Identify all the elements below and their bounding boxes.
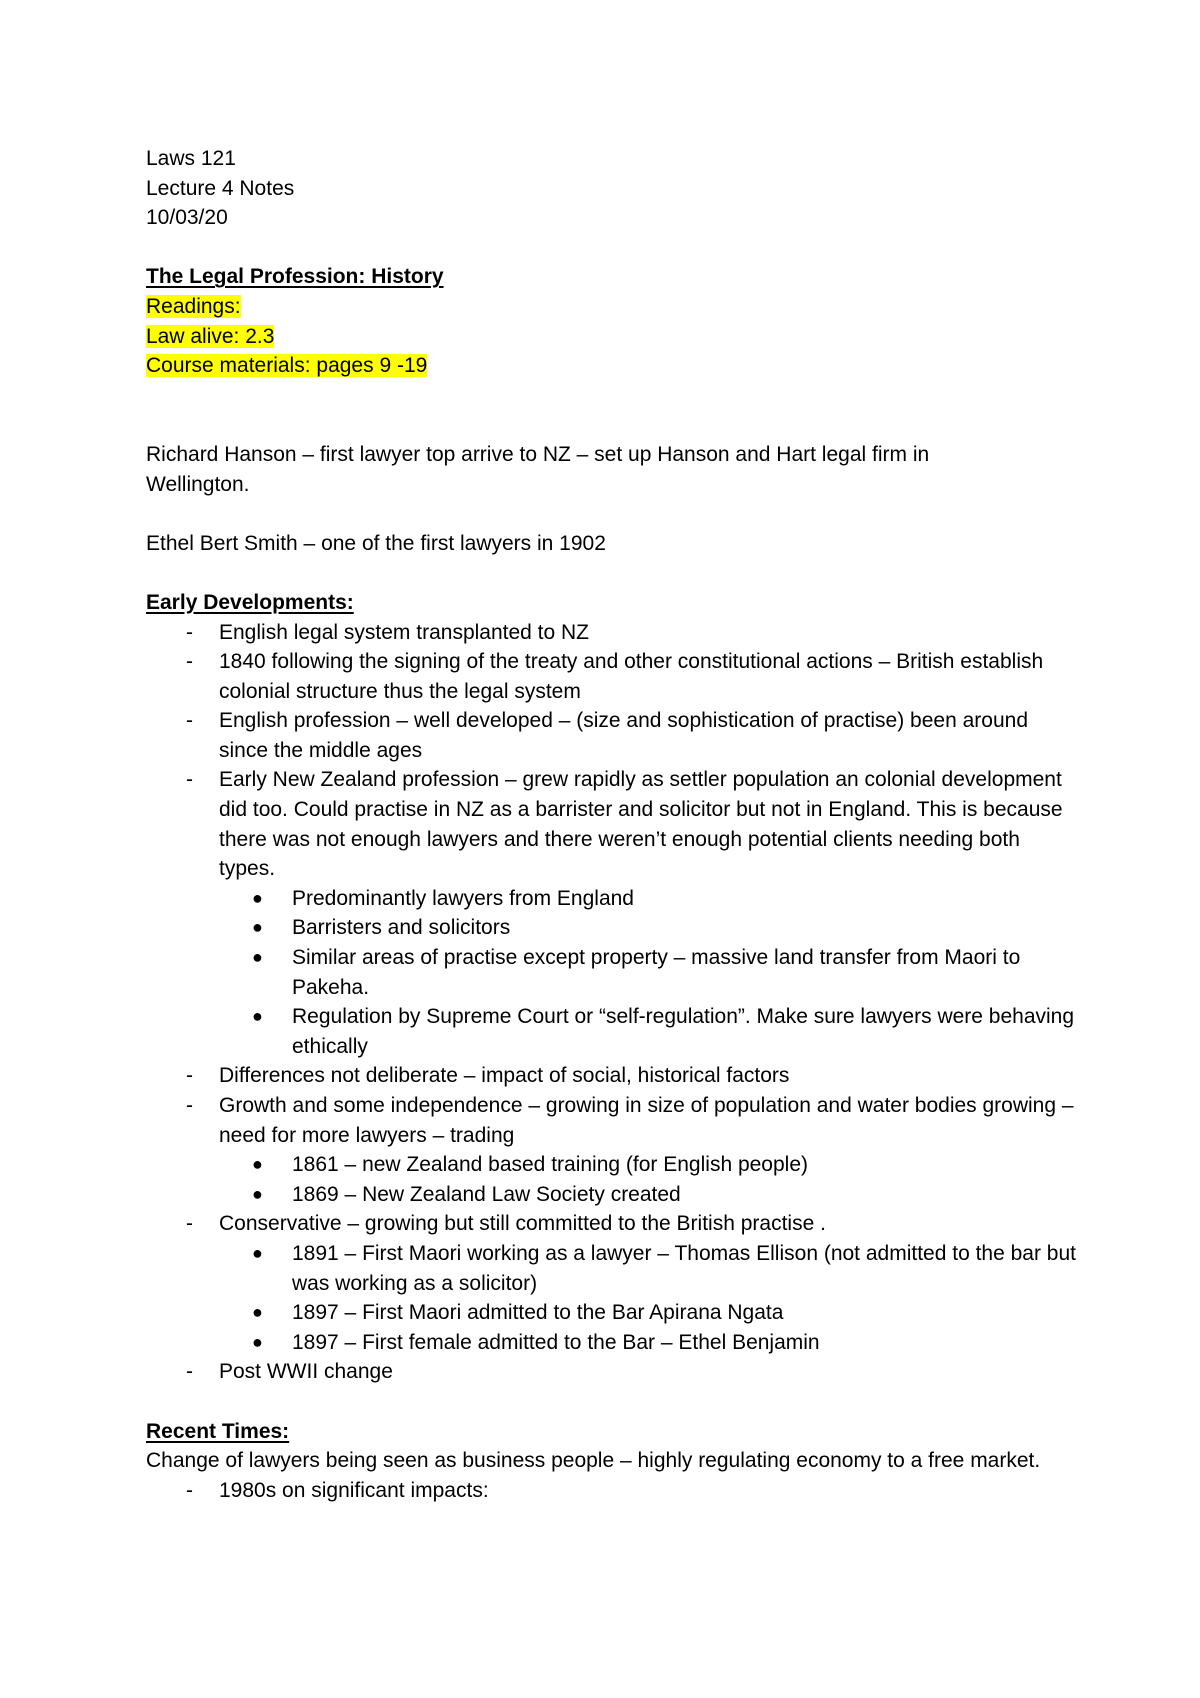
intro-paragraph: Ethel Bert Smith – one of the first lawyers in 1902 (146, 531, 606, 555)
sub-list-item-text: Barristers and solicitors (292, 916, 511, 940)
section-heading-recent: Recent Times: (146, 1419, 290, 1443)
document-page (146, 144, 1076, 1505)
list-item (146, 706, 1076, 765)
bullet-marker: ● (252, 1331, 263, 1352)
dash-marker: - (186, 1360, 193, 1384)
lecture-date: 10/03/20 (146, 206, 228, 230)
list-item-text: English profession – well developed – (size and sophistication of practise) been around since the middle ages (219, 709, 1028, 762)
sub-list-item (146, 884, 1076, 914)
sub-list-item (146, 1239, 1076, 1298)
dash-marker: - (186, 1094, 193, 1117)
document-title: The Legal Profession: History (146, 265, 444, 289)
sub-list-item-text: 1861 – new Zealand based training (for English people) (292, 1153, 809, 1177)
section-heading-early: Early Developments: (146, 590, 354, 614)
reading-course-materials: Course materials: pages 9 -19 (146, 354, 428, 378)
sub-list-item (146, 1298, 1076, 1328)
bullet-marker: ● (252, 1242, 263, 1263)
dash-marker: - (186, 768, 193, 792)
bullet-marker: ● (252, 917, 263, 938)
lecture-label: Lecture 4 Notes (146, 176, 295, 200)
bullet-marker: ● (252, 1183, 263, 1204)
sub-list-item (146, 1180, 1076, 1210)
sub-list-item-text: 1897 – First Maori admitted to the Bar Apirana Ngata (292, 1301, 784, 1325)
bullet-marker: ● (252, 1006, 263, 1027)
dash-marker: - (186, 1064, 193, 1088)
sub-list-item (146, 1150, 1076, 1180)
intro-paragraph: Richard Hanson – first lawyer top arrive to NZ – set up Hanson and Hart legal firm in Wellington. (146, 442, 930, 496)
sub-list-item (146, 1002, 1076, 1061)
list-item-text: Growth and some independence – growing in size of population and water bodies growing – need for more lawyers – trading (219, 1094, 1074, 1147)
sub-list-item (146, 943, 1076, 1002)
bullet-marker: ● (252, 1154, 263, 1175)
reading-law-alive: Law alive: 2.3 (146, 324, 275, 348)
list-item (146, 1357, 1076, 1387)
sub-list-item-text: 1891 – First Maori working as a lawyer – Thomas Ellison (not admitted to the bar but was working as a solicitor) (292, 1241, 1076, 1295)
list-item-text: Conservative – growing but still committed to the British practise . (219, 1212, 826, 1236)
list-item (146, 647, 1076, 706)
list-item (146, 1476, 1076, 1506)
sub-list-item-text: Predominantly lawyers from England (292, 886, 634, 910)
list-item-text: Post WWII change (219, 1360, 393, 1384)
recent-paragraph: Change of lawyers being seen as business people – highly regulating economy to a free market. (146, 1449, 1041, 1473)
sub-list-item (146, 1328, 1076, 1358)
list-item (146, 1091, 1076, 1150)
list-item-text: English legal system transplanted to NZ (219, 620, 590, 644)
bullet-marker: ● (252, 1302, 263, 1323)
list-item (146, 1061, 1076, 1091)
list-item-text: Differences not deliberate – impact of social, historical factors (219, 1064, 790, 1088)
bullet-marker: ● (252, 887, 263, 908)
list-item-text: Early New Zealand profession – grew rapidly as settler population an colonial development did too. Could practise in NZ as a barrister and solicitor but not in England. This is because there was not enough lawyers and there weren’t enough potential clients needing both types. (219, 768, 1063, 881)
sub-list-item-text: Regulation by Supreme Court or “self-regulation”. Make sure lawyers were behaving ethically (292, 1005, 1075, 1058)
list-item (146, 765, 1076, 883)
dash-marker: - (186, 1478, 193, 1502)
sub-list-item-text: 1869 – New Zealand Law Society created (292, 1182, 681, 1206)
dash-marker: - (186, 650, 193, 674)
list-item (146, 618, 1076, 648)
dash-marker: - (186, 620, 193, 644)
list-item (146, 1209, 1076, 1239)
readings-label: Readings: (146, 294, 241, 318)
course-code: Laws 121 (146, 147, 236, 170)
sub-list-item-text: 1897 – First female admitted to the Bar – Ethel Benjamin (292, 1330, 820, 1354)
sub-list-item-text: Similar areas of practise except property – massive land transfer from Maori to Pakeha. (292, 946, 1021, 999)
dash-marker: - (186, 1212, 193, 1236)
dash-marker: - (186, 709, 193, 733)
list-item-text: 1840 following the signing of the treaty and other constitutional actions – British establish colonial structure thus the legal system (219, 650, 1044, 703)
bullet-marker: ● (252, 947, 263, 968)
list-item-text: 1980s on significant impacts: (219, 1478, 489, 1502)
sub-list-item (146, 913, 1076, 943)
